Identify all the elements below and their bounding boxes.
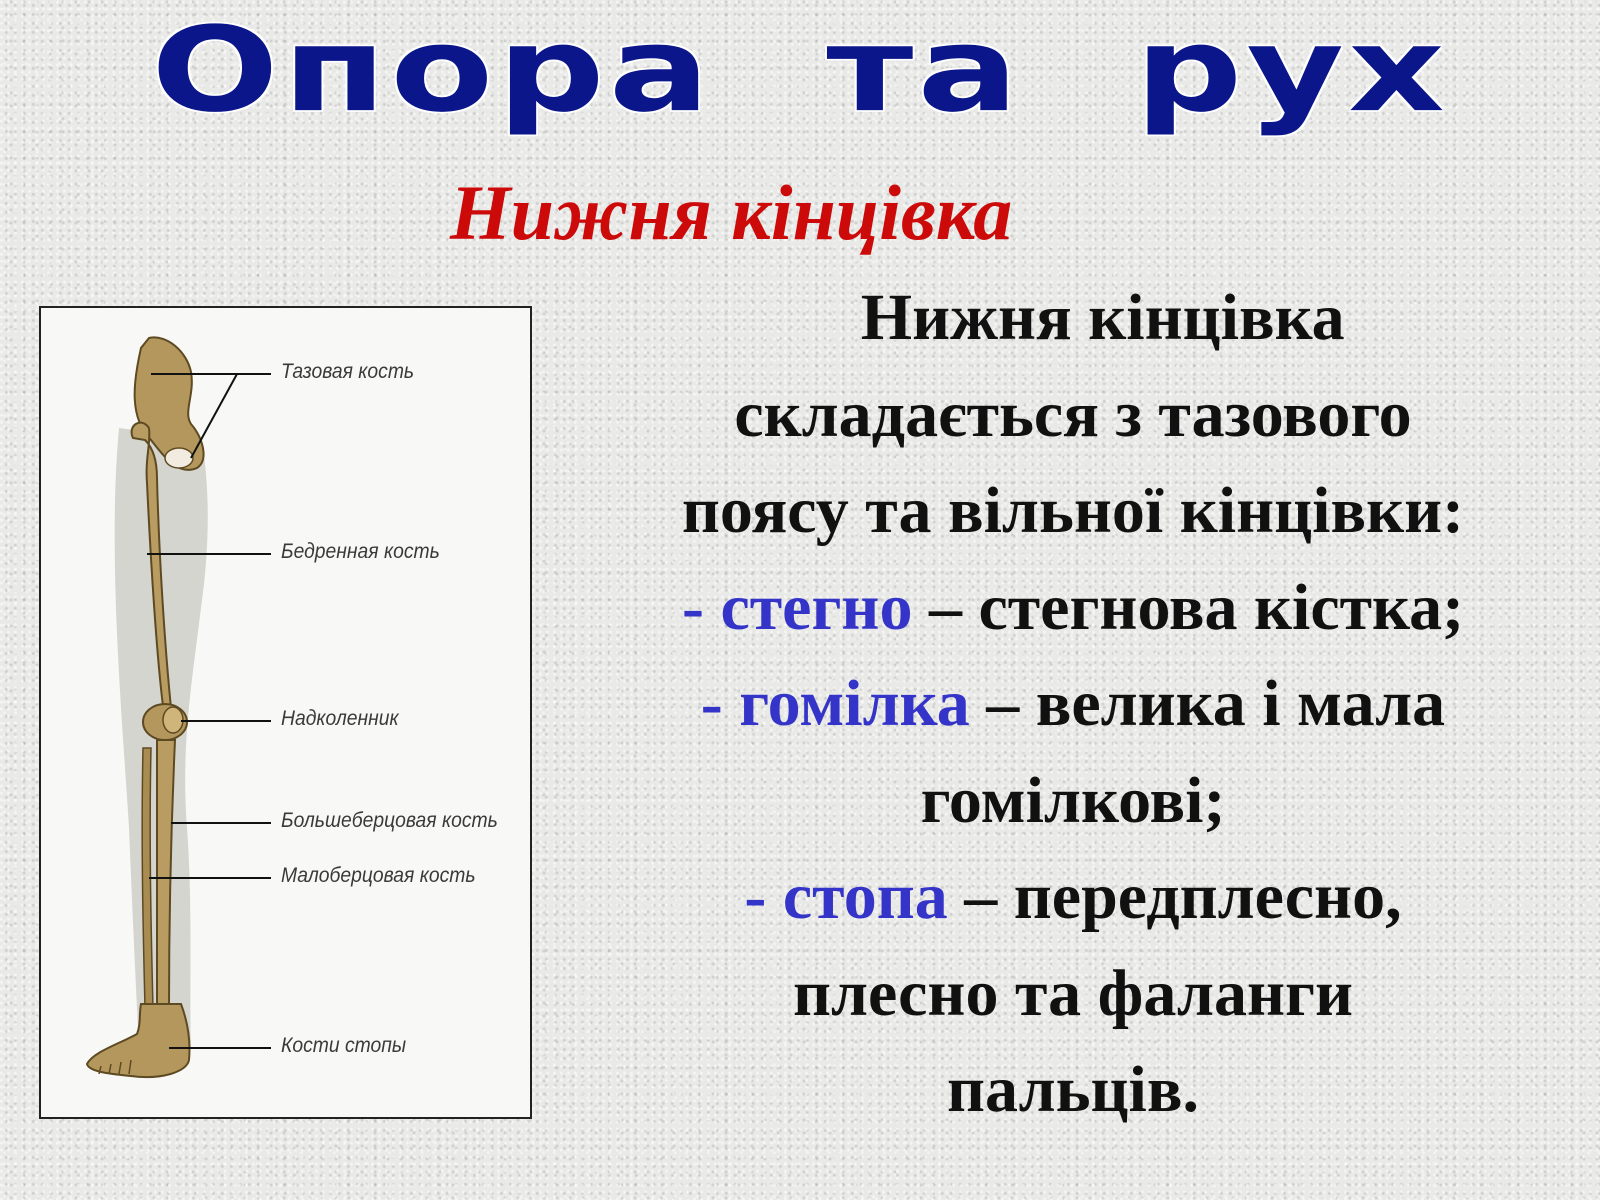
definition-thigh: – стегнова кістка; bbox=[912, 570, 1465, 644]
definition-foot-cont: плесно та фаланги bbox=[792, 956, 1353, 1030]
slide-title: Опора та рух bbox=[151, 2, 1449, 139]
body-text bbox=[548, 270, 1598, 1139]
label-pelvic-bone: Тазовая кость bbox=[281, 360, 415, 383]
label-femur: Бедренная кость bbox=[281, 540, 440, 563]
list-item-shin bbox=[548, 656, 1598, 753]
definition-shin: – велика і мала bbox=[969, 667, 1446, 740]
term-foot: стопа bbox=[782, 860, 948, 933]
patella-bone bbox=[163, 707, 183, 733]
term-thigh: стегно bbox=[720, 570, 913, 644]
list-dash: - bbox=[744, 860, 783, 933]
intro-line: складається з тазового bbox=[734, 377, 1412, 451]
definition-foot-cont: пальців. bbox=[946, 1053, 1200, 1126]
definition-foot: – передплесно, bbox=[947, 860, 1402, 933]
label-foot-bones: Кости стопы bbox=[281, 1034, 407, 1057]
label-fibula: Малоберцовая кость bbox=[281, 864, 476, 887]
leg-skeleton-figure bbox=[39, 306, 532, 1119]
intro-line: Нижня кінцівка bbox=[860, 281, 1345, 354]
definition-shin-cont: гомілкові; bbox=[920, 763, 1226, 837]
list-item-thigh bbox=[548, 560, 1598, 657]
list-dash: - bbox=[700, 667, 740, 740]
list-item-foot bbox=[548, 849, 1598, 946]
pointer-line-pelvis-2 bbox=[191, 374, 237, 458]
slide-subtitle: Нижня кінцівка bbox=[450, 169, 1013, 256]
intro-line: поясу та вільної кінцівки: bbox=[681, 474, 1465, 547]
label-tibia: Большеберцовая кость bbox=[281, 809, 498, 832]
term-shin: гомілка bbox=[739, 667, 970, 740]
list-dash: - bbox=[681, 570, 721, 644]
label-patella: Надколенник bbox=[281, 707, 399, 730]
